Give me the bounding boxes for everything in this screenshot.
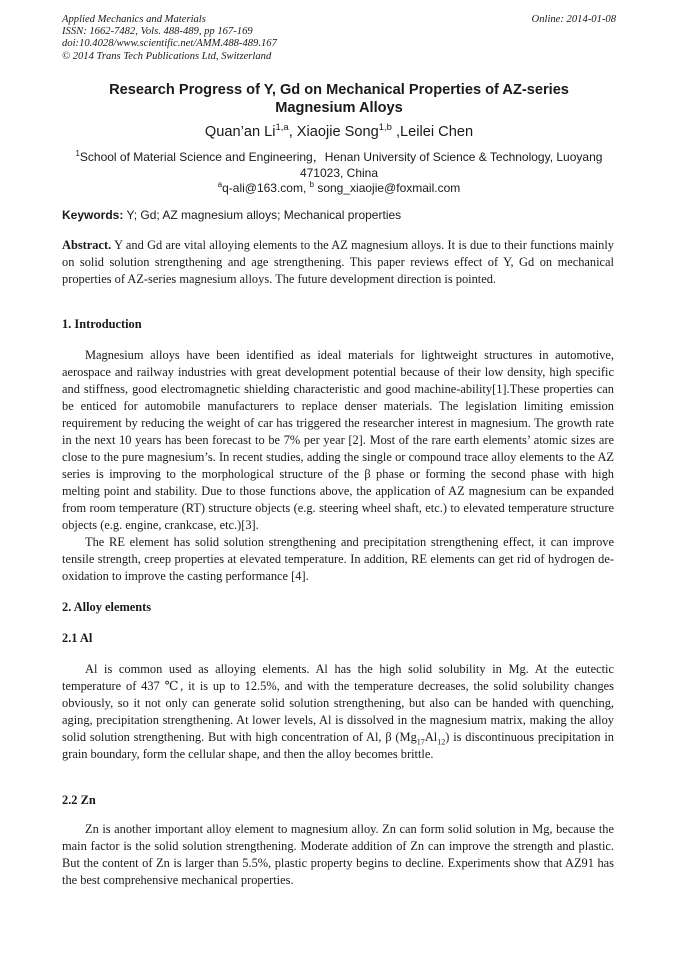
- section-heading-introduction: 1. Introduction: [62, 317, 142, 331]
- online-date: Online: 2014-01-08: [531, 14, 616, 25]
- email-marker-b: b: [309, 179, 314, 189]
- email-a: q-ali@163.com,: [222, 181, 310, 196]
- section-heading-al: 2.1 Al: [62, 631, 93, 645]
- abstract-text: Y and Gd are vital alloying elements to the AZ magnesium alloys. It is due to their functions mainly on solid solution strengthening and age strengthening. This paper reviews effect of Y, Gd on mechanical properties of AZ-series magnesium alloys. The future development direction is pointed.: [62, 238, 614, 286]
- email-marker-a: a: [217, 179, 223, 189]
- doi-line: doi:10.4028/www.scientific.net/AMM.488-489.167: [62, 38, 277, 50]
- abstract-label: Abstract.: [62, 238, 112, 252]
- section-heading-alloy-elements: 2. Alloy elements: [62, 600, 152, 614]
- journal-name: Applied Mechanics and Materials: [62, 14, 206, 25]
- introduction-body: [62, 347, 614, 585]
- abstract: [62, 237, 614, 288]
- author-1-affil: 1,a: [275, 121, 289, 133]
- subscript-12: 12: [437, 737, 446, 747]
- author-list: [62, 123, 616, 141]
- copyright-line: © 2014 Trans Tech Publications Ltd, Switzerland: [62, 50, 272, 62]
- affiliation-line-1: [62, 150, 616, 166]
- title-line-2: Magnesium Alloys: [275, 100, 403, 116]
- email-b: song_xiaojie@foxmail.com: [314, 181, 461, 196]
- al-paragraph: [62, 661, 614, 763]
- zn-paragraph: Zn is another important alloy element to magnesium alloy. Zn can form solid solution in Mg, because the main factor is the solid solution strengthening. Moderate addition of Zn can improve the strength and plastic. But the content of Zn is larger than 5.5%, plastic property begins to decline. Experiments show that AZ91 has the best comprehensive mechanical properties.: [62, 822, 614, 887]
- affiliation-marker: 1: [75, 148, 80, 158]
- zn-body: [62, 821, 614, 889]
- al-body: [62, 661, 614, 763]
- affiliation: [62, 150, 616, 197]
- author-1: Quan’an Li: [204, 124, 276, 140]
- al-text-start: Al is common used as alloying elements. Al has the high solid solubility in Mg. At the eutectic temperature of 437 ℃, it is up to 12.5%, and with the temperature decreases, the solid solubility changes obviously, so it not only can generate solid solution strengthening, but also can be handed with quenching, aging, precipitation strengthening. At lower levels, Al is dissolved in the magnesium matrix, making the alloy solid solution strengthening. But with high concentration of Al, β (Mg: [62, 662, 614, 744]
- keywords-text: Y; Gd; AZ magnesium alloys; Mechanical properties: [123, 208, 402, 222]
- introduction-paragraph-1: Magnesium alloys have been identified as ideal materials for lightweight structures in automotive, aerospace and railway industries with great development potential because of their low density, high specific and stiffness, good electromagnetic shielding characteristic and good machine-ability[1].These properties can be enticed for automobile manufacturers to replace denser materials. The legislation limiting emission requirement by reducing the weight of car has triggered the researcher interest in magnesium. The growth rate in the next 10 years has been forecast to be 7% per year [2]. Most of the rare earth elements’ atomic sizes are close to the pure magnesium’s. In recent studies, adding the single or compound trace alloy elements to the AZ series is improving to the morphological structure of the β phase or forming the second phase with high melting point and stability. Due to those functions above, the application of AZ magnesium can be expanded from room temperature (RT) structure objects (e.g. steering wheel shaft, etc.) to elevated temperature structure objects (e.g. engine, crankcase, etc.)[3].: [62, 348, 614, 532]
- introduction-paragraph-2: The RE element has solid solution strengthening and precipitation strengthening effect, it can improve tensile strength, creep properties at elevated temperature. In addition, RE elements can get rid of hydrogen de-oxidation to improve the casting performance [4].: [62, 535, 614, 583]
- email-line: [62, 181, 616, 197]
- al-symbol: Al: [424, 730, 438, 744]
- author-2-affil: 1,b: [378, 121, 392, 133]
- keywords: [62, 208, 616, 223]
- title-line-1: Research Progress of Y, Gd on Mechanical Properties of AZ-series: [109, 82, 569, 98]
- subscript-17: 17: [416, 737, 425, 747]
- affiliation-line-2: 471023, China: [299, 165, 379, 180]
- affiliation-text: School of Material Science and Engineering，Henan University of Science & Technology, Luoyang: [79, 150, 603, 164]
- author-2: , Xiaojie Song: [288, 124, 379, 140]
- keywords-label: Keywords:: [62, 208, 124, 222]
- al-text-end: ) is discontinuous precipitation in grain boundary, form the cellular shape, and then the alloy becomes brittle.: [62, 730, 614, 761]
- journal-header: [62, 14, 616, 63]
- paper-title: [62, 81, 616, 117]
- section-heading-zn: 2.2 Zn: [62, 793, 96, 807]
- issn-line: ISSN: 1662-7482, Vols. 488-489, pp 167-169: [62, 26, 253, 38]
- author-3: ,Leilei Chen: [391, 124, 474, 140]
